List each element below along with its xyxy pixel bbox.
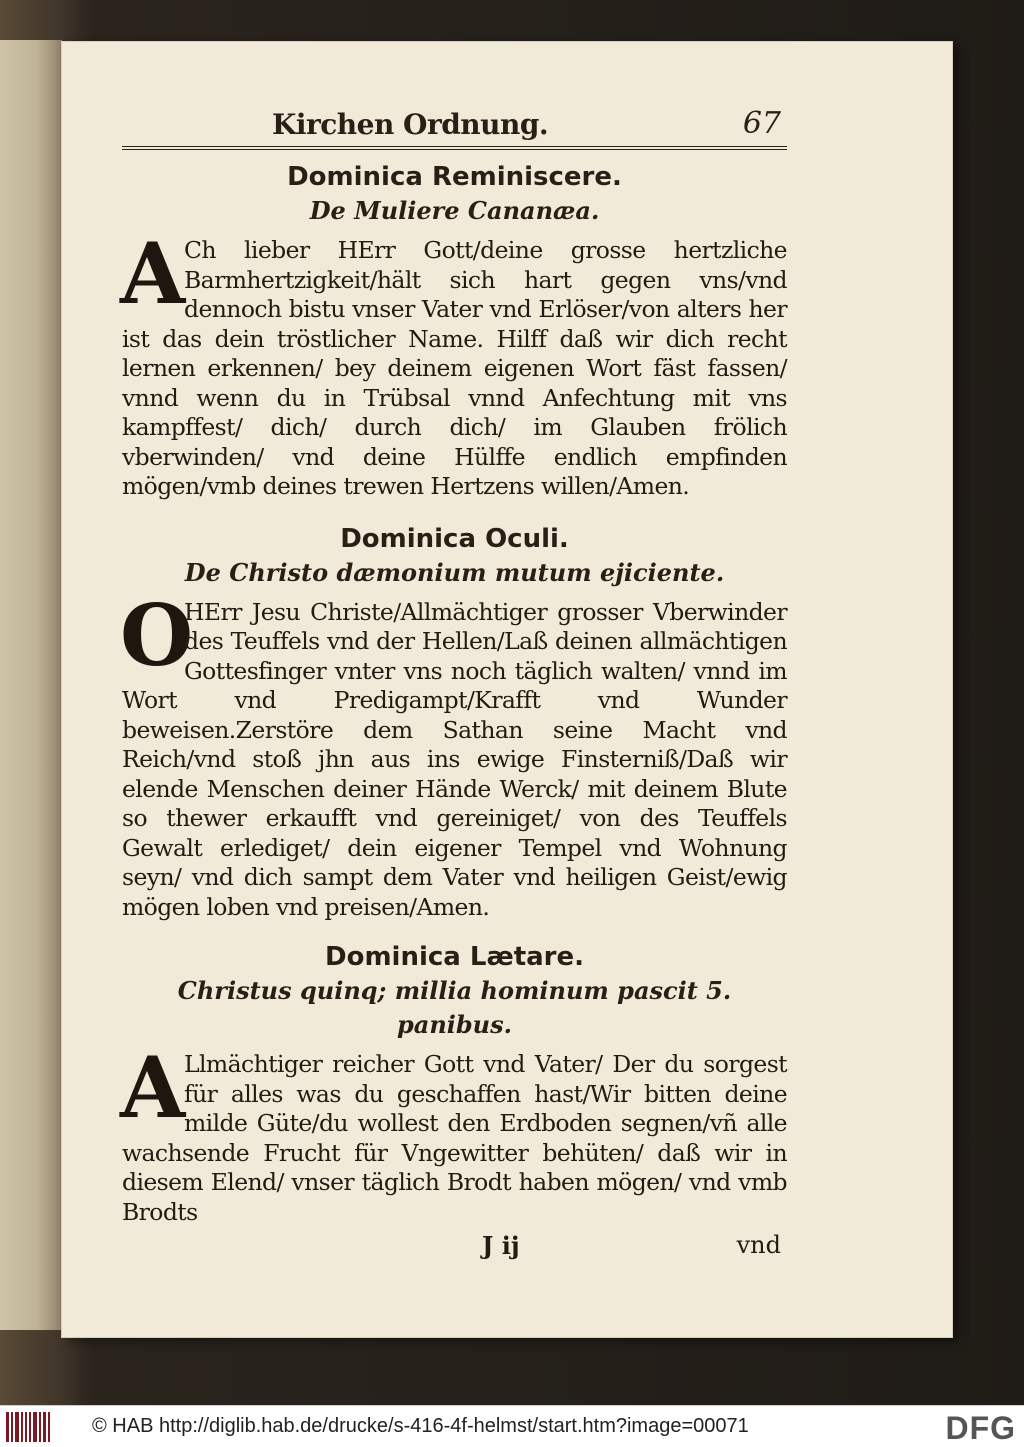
previous-page-edge [0, 40, 62, 1330]
section-heading: Dominica Oculi. [340, 523, 569, 554]
copyright-link[interactable]: © HAB http://diglib.hab.de/drucke/s-416-4f-helmst/start.htm?image=00071 [92, 1415, 749, 1437]
catchline [122, 1229, 787, 1265]
prayer-body: HErr Jesu Christe/Allmächtiger grosser Vberwinder des Teuffels vnd der Hellen/Laß deinen allmächtigen Gottesfinger vnter vns noch täglich walten/ vnnd im Wort vnd Predigampt/Krafft vnd Wunder beweisen.Zerstöre dem Sathan seine Macht vnd Reich/vnd stoß jhn aus ins ewige Finsterniß/Daß wir elende Menschen deiner Hände Werck/ mit deinem Blute so thewer erkaufft vnd gereiniget/ von des Teuffels Gewalt erlediget/ dein eigener Tempel vnd Wohnung seyn/ vnd dich sampt dem Vater vnd heiligen Geist/ewig mögen loben vnd preisen/Amen. [122, 597, 787, 921]
book-page [62, 42, 952, 1337]
prayer-text [120, 224, 787, 502]
catchword: vnd [736, 1231, 781, 1259]
prayer-body: Ch lieber HErr Gott/deine grosse hertzliche Barmhertzigkeit/hält sich hart gegen vns/vnd dennoch bistu vnser Vater vnd Erlöser/von alters her ist das dein tröstlicher Name. Hilff daß wir dich recht lernen erkennen/ bey deinem eigenen Wort fäst fassen/ vnnd wenn du in Trübsal vnnd Anfechtung mit vns kampffest/ dich/ durch dich/ im Glauben frölich vberwinden/ vnd deine Hülffe endlich empfinden mögen/vmb deines trewen Hertzens willen/Amen. [122, 236, 787, 500]
section-oculi [122, 522, 787, 923]
dfg-logo: DFG [945, 1410, 1016, 1446]
drop-cap-initial: A [120, 1038, 185, 1137]
section-laetare [122, 940, 787, 1227]
barcode-icon [6, 1412, 50, 1442]
prayer-text [120, 585, 787, 923]
prayer-body: Llmächtiger reicher Gott vnd Vater/ Der du sorgest für alles was du geschaffen hast/Wir bitten deine milde Güte/du wollest den Erdboden segnen/vñ alle wachsende Frucht für Vngewitter behüten/ daß wir in diesem Elend/ vnser täglich Brodt haben mögen/ vnd vmb Brodts [122, 1050, 787, 1226]
running-head [122, 104, 787, 150]
section-subheading: De Christo dæmonium mutum ejiciente. [184, 557, 725, 587]
drop-cap-initial: O [120, 585, 193, 685]
signature-mark: J ij [482, 1231, 520, 1260]
section-reminiscere [122, 160, 787, 502]
section-heading: Dominica Reminiscere. [287, 162, 622, 192]
page-number: 67 [742, 106, 781, 141]
section-heading: Dominica Lætare. [325, 942, 584, 972]
prayer-text [120, 1038, 787, 1227]
section-subheading: De Muliere Cananæa. [309, 196, 600, 225]
drop-cap-initial: A [120, 224, 185, 323]
running-title: Kirchen Ordnung. [272, 108, 549, 141]
page-content [122, 104, 787, 1265]
section-subheading: Christus quinq; millia hominum pascit 5. panibus. [177, 976, 732, 1039]
footer-bar [0, 1405, 1024, 1447]
